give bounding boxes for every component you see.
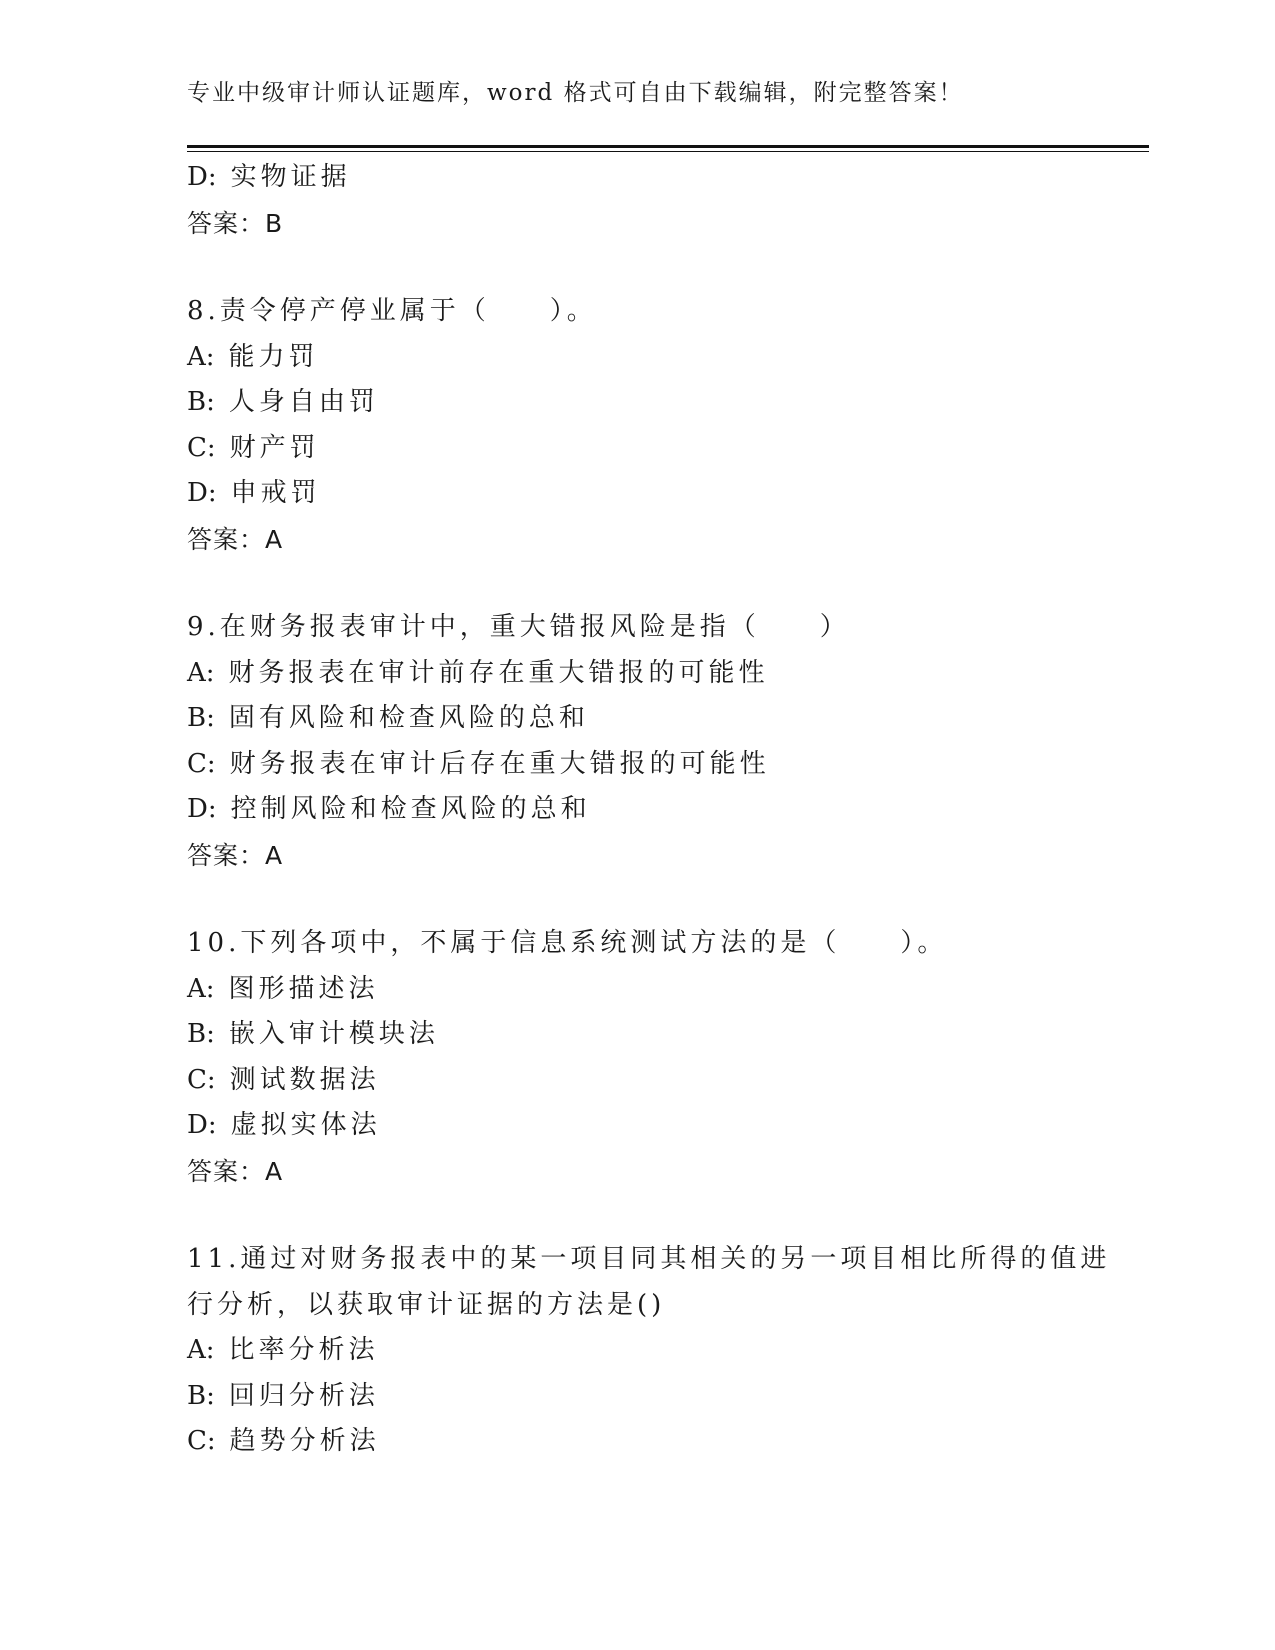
- option-text: 财产罚: [229, 432, 320, 463]
- question-stem: 10.下列各项中，不属于信息系统测试方法的是（ ）。: [187, 928, 948, 958]
- option-key: D:: [187, 162, 217, 192]
- option-d: [187, 471, 1087, 517]
- option-a: [187, 967, 1087, 1013]
- option-text: 固有风险和检查风险的总和: [228, 703, 589, 733]
- option-a: [187, 1328, 1087, 1374]
- answer: 答案：A: [187, 524, 284, 554]
- option-text: 比率分析法: [228, 1335, 379, 1365]
- option-d: [187, 1103, 1087, 1149]
- option-text: 能力罚: [228, 341, 319, 372]
- question-stem: 9.在财务报表审计中，重大错报风险是指（ ）: [187, 612, 850, 642]
- question-list: [187, 155, 1111, 1465]
- option-c: [187, 1419, 1087, 1465]
- option-text: 实物证据: [230, 162, 351, 192]
- option-key: B:: [187, 703, 215, 733]
- answer: 答案：A: [187, 840, 284, 870]
- option-key: C:: [187, 1064, 216, 1095]
- option-b: [187, 380, 1087, 426]
- option-key: B:: [187, 1380, 215, 1411]
- option-b: [187, 1374, 1087, 1420]
- option-key: A:: [187, 1335, 215, 1365]
- option-key: D:: [187, 794, 217, 824]
- spacer: [187, 246, 1087, 289]
- option-c: [187, 742, 1087, 788]
- option-text: 虚拟实体法: [230, 1110, 381, 1140]
- option-a: [187, 335, 1087, 381]
- option-key: C:: [187, 432, 216, 463]
- option-b: [187, 1012, 1087, 1058]
- option-d: [187, 787, 1087, 833]
- option-c: [187, 1058, 1087, 1104]
- option-text: 财务报表在审计前存在重大错报的可能性: [228, 657, 769, 688]
- option-text: 图形描述法: [228, 973, 379, 1004]
- option-text: 申戒罚: [230, 478, 321, 508]
- answer: 答案：A: [187, 1156, 284, 1186]
- option-text: 人身自由罚: [228, 387, 379, 417]
- option-key: D:: [187, 478, 217, 508]
- option-key: B:: [187, 1019, 215, 1049]
- page-header: 专业中级审计师认证题库，word 格式可自由下载编辑，附完整答案！: [187, 80, 964, 106]
- option-text: 财务报表在审计后存在重大错报的可能性: [229, 748, 770, 779]
- option-key: C:: [187, 1426, 216, 1456]
- option-text: 控制风险和检查风险的总和: [230, 794, 591, 824]
- spacer: [187, 1194, 1087, 1237]
- option-text: 趋势分析法: [229, 1426, 380, 1456]
- option-b: [187, 696, 1087, 742]
- option-key: A:: [187, 657, 215, 688]
- option-c: [187, 426, 1087, 472]
- header-divider-thick: [187, 145, 1149, 148]
- option-d: [187, 155, 1087, 201]
- answer: 答案：B: [187, 208, 284, 238]
- question-stem: 8.责令停产停业属于（ ）。: [187, 296, 597, 326]
- header-divider-thin: [187, 151, 1149, 152]
- option-key: A:: [187, 341, 215, 372]
- option-text: 回归分析法: [228, 1380, 379, 1411]
- spacer: [187, 878, 1087, 921]
- option-a: [187, 651, 1087, 697]
- question-stem-line-2: 行分析，以获取审计证据的方法是(): [187, 1289, 666, 1320]
- option-key: B:: [187, 387, 215, 417]
- option-key: D:: [187, 1110, 217, 1140]
- option-text: 测试数据法: [229, 1064, 380, 1095]
- spacer: [187, 562, 1087, 605]
- option-text: 嵌入审计模块法: [228, 1019, 439, 1049]
- question-stem-line-1: 11.通过对财务报表中的某一项目同其相关的另一项目相比所得的值进: [187, 1244, 1111, 1274]
- option-key: A:: [187, 973, 215, 1004]
- option-key: C:: [187, 748, 216, 779]
